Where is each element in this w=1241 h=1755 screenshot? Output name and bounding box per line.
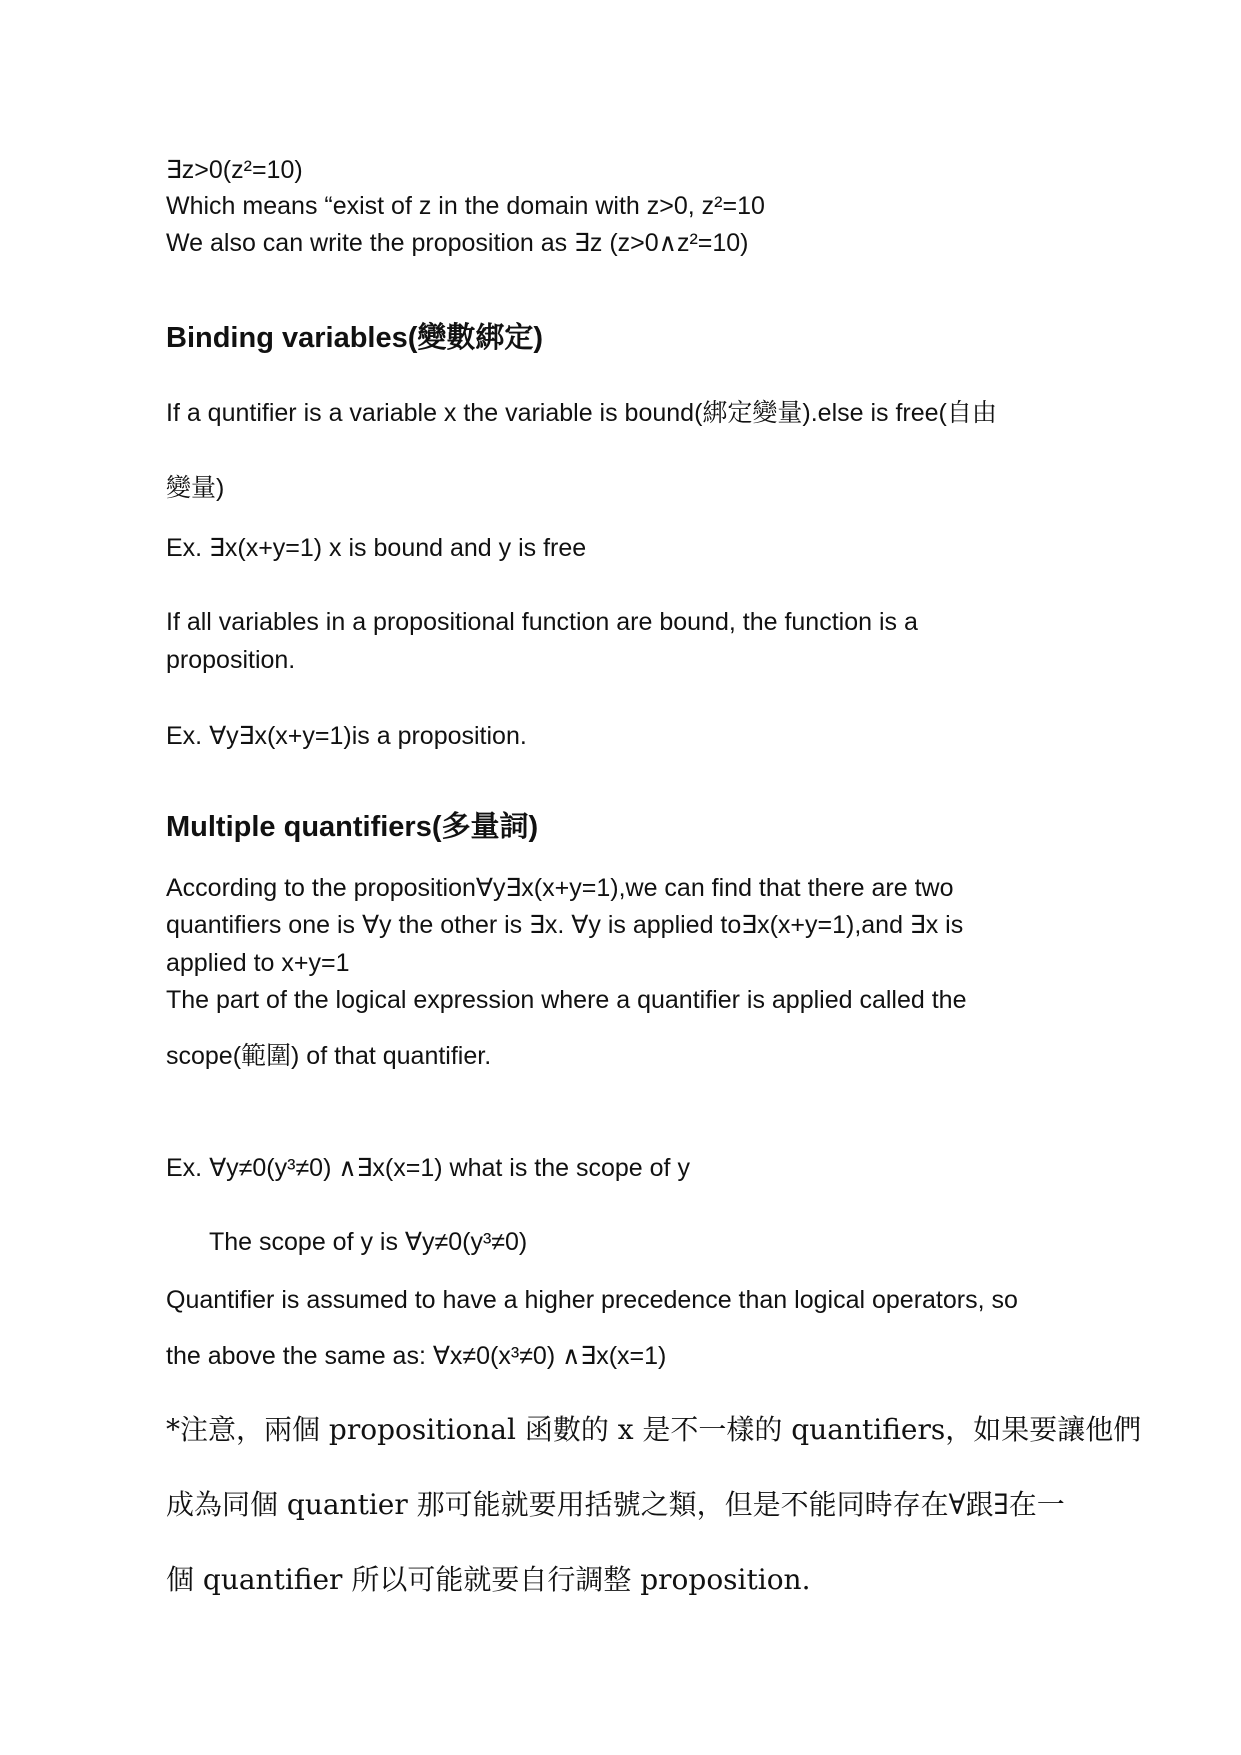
multiple-paragraph-3a: Quantifier is assumed to have a higher precedence than logical operators, so [166,1286,1018,1314]
intro-line-3: We also can write the proposition as ∃z (z>0∧z²=10) [166,229,749,257]
multiple-paragraph-3b: the above the same as: ∀x≠0(x³≠0) ∧∃x(x=1) [166,1342,667,1370]
multiple-paragraph-1b: quantifiers one is ∀y the other is ∃x. ∀y is applied to∃x(x+y=1),and ∃x is [166,911,964,939]
note-line-2: 成為同個 quantier 那可能就要用括號之類，但是不能同時存在∀跟∃在一 [166,1488,1065,1521]
binding-heading: Binding variables(變數綁定) [166,322,544,354]
multiple-paragraph-2b: scope(範圍) of that quantifier. [166,1042,492,1070]
multiple-paragraph-1c: applied to x+y=1 [166,949,350,977]
multiple-example: Ex. ∀y≠0(y³≠0) ∧∃x(x=1) what is the scope of y [166,1154,690,1182]
binding-paragraph-1b: 變量) [166,474,225,502]
intro-line-2: Which means “exist of z in the domain with z>0, z²=10 [166,192,765,220]
binding-paragraph-1a: If a quntifier is a variable x the variable is bound(綁定變量).else is free(自由 [166,399,997,427]
multiple-heading: Multiple quantifiers(多量詞) [166,811,539,843]
binding-paragraph-2b: proposition. [166,646,296,674]
binding-paragraph-2a: If all variables in a propositional function are bound, the function is a [166,608,918,636]
note-line-3: 個 quantifier 所以可能就要自行調整 proposition. [166,1563,811,1596]
intro-line-1: ∃z>0(z²=10) [166,156,303,184]
binding-example-1: Ex. ∃x(x+y=1) x is bound and y is free [166,534,587,562]
binding-example-2: Ex. ∀y∃x(x+y=1)is a proposition. [166,722,527,750]
multiple-paragraph-2a: The part of the logical expression where a quantifier is applied called the [166,986,967,1014]
note-line-1: *注意，兩個 propositional 函數的 x 是不一樣的 quantifiers，如果要讓他們 [166,1413,1142,1446]
multiple-paragraph-1a: According to the proposition∀y∃x(x+y=1),we can find that there are two [166,874,954,902]
multiple-answer: The scope of y is ∀y≠0(y³≠0) [209,1228,528,1256]
